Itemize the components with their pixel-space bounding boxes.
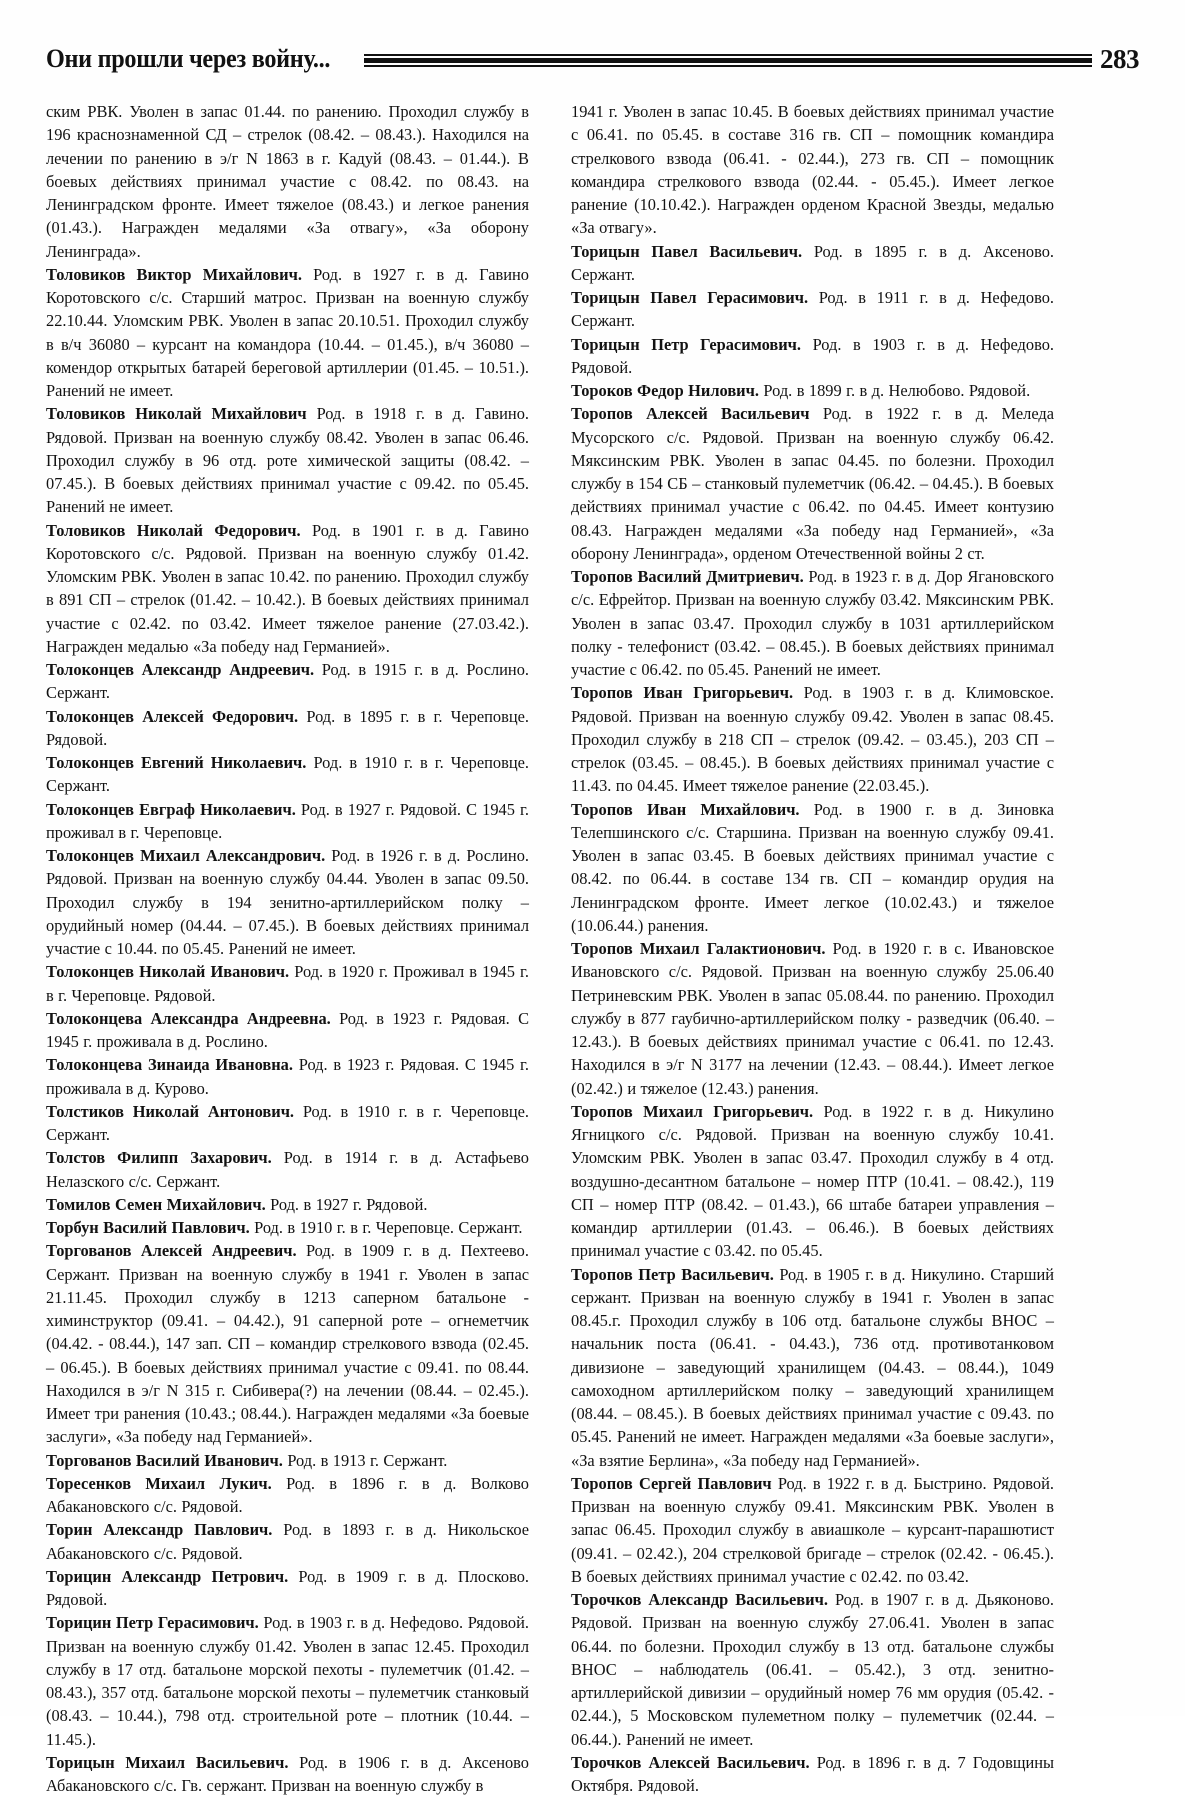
entry-person-name: Толоконцев Алексей Федорович.	[46, 706, 299, 726]
entry-paragraph	[571, 937, 1054, 1100]
entry-paragraph	[571, 1472, 1054, 1588]
entry-body-text: Род. в 1914 г. в д. Астафьево Нелазского с/с. Сержант.	[46, 1148, 529, 1191]
entry-person-name: Толстов Филипп Захарович.	[46, 1148, 272, 1168]
entry-body-text: Род. в 1899 г. в д. Нелюбово. Рядовой.	[758, 381, 1031, 400]
entry-person-name: Торочков Алексей Васильевич.	[571, 1752, 810, 1772]
entry-body-text: Род. в 1913 г. Сержант.	[282, 1450, 448, 1470]
entry-person-name: Толоконцев Евграф Николаевич.	[46, 799, 296, 819]
entry-person-name: Торицын Петр Герасимович.	[571, 334, 802, 354]
entry-body-text: Род. в 1895 г. в д. Аксеново. Сержант.	[571, 241, 1054, 284]
entry-person-name: Торопов Алексей Васильевич	[571, 404, 810, 424]
entry-person-name: Торопов Михаил Галактионович.	[571, 939, 826, 958]
entry-body-text: ским РВК. Уволен в запас 01.44. по ранению. Проходил службу в 196 краснознаменной СД – стрелок (08.42. – 08.43.). Находился на лечении по ранению в э/г N 1863 в г. Кадуй (08.43. – 01.44.). В боевых действиях принимал участие с 08.42. по 08.43. на Ленинградском фронте. Имеет тяжелое (08.43.) и легкое ранения (01.43.). Награжден медалями «За отвагу», «За оборону Ленинграда».	[46, 102, 529, 261]
entry-paragraph-continued	[571, 100, 1054, 240]
entry-person-name: Торин Александр Павлович.	[46, 1520, 273, 1540]
entry-body-text: Род. в 1923 г. Рядовая. С 1945 г. проживала в д. Рослино.	[46, 1008, 529, 1051]
entry-person-name: Толоконцева Зинаида Ивановна.	[46, 1055, 293, 1075]
running-header	[46, 38, 1139, 80]
entry-body-text: Род. в 1910 г. в г. Череповце. Сержант.	[46, 753, 529, 796]
page-number: 283	[1100, 43, 1139, 74]
entry-body-text: Род. в 1927 г. Рядовой.	[265, 1194, 428, 1214]
entry-body-text: Род. в 1918 г. в д. Гавино. Рядовой. Призван на военную службу 08.42. Уволен в запас 06.46. Проходил службу в 96 отд. роте химической защиты (08.42. – 07.45.). В боевых действиях принимал участие с 09.42. по 05.45. Ранений не имеет.	[46, 404, 529, 517]
entry-person-name: Торопов Василий Дмитриевич.	[571, 567, 804, 586]
entry-person-name: Толоконцев Михаил Александрович.	[46, 846, 326, 865]
entry-body-text: Род. в 1920 г. в с. Ивановское Ивановского с/с. Рядовой. Призван на военную службу 25.06.40 Петриневским РВК. Уволен в запас 05.08.44. по ранению. Проходил службу в 877 гаубично-артиллерийском полку - разведчик (06.40. – 12.43.). В боевых действиях принимал участие с 06.41. по 12.43. Находился в э/г N 3177 на лечении (12.43. – 08.44.). Имеет легкое (02.42.) и тяжелое (12.43.) ранения.	[571, 939, 1054, 1098]
entry-body-text: Род. в 1893 г. в д. Никольское Абакановского с/с. Рядовой.	[46, 1520, 529, 1563]
entry-person-name: Томилов Семен Михайлович.	[46, 1194, 266, 1214]
entry-paragraph	[571, 681, 1054, 797]
entry-paragraph	[571, 240, 1054, 287]
entry-person-name: Торопов Иван Михайлович.	[571, 799, 800, 819]
entry-paragraph	[46, 751, 529, 798]
entry-paragraph	[46, 1472, 529, 1519]
entry-person-name: Торочков Александр Васильевич.	[571, 1590, 828, 1609]
header-double-rule	[364, 54, 1092, 67]
entry-person-name: Торопов Михаил Григорьевич.	[571, 1101, 814, 1121]
entry-paragraph	[46, 1100, 529, 1147]
entry-person-name: Торгованов Василий Иванович.	[46, 1450, 283, 1470]
entry-body-text: Род. в 1911 г. в д. Нефедово. Сержант.	[571, 288, 1054, 331]
entry-paragraph	[571, 286, 1054, 333]
entry-person-name: Толоконцев Евгений Николаевич.	[46, 753, 307, 772]
entry-paragraph	[571, 402, 1054, 565]
entry-body-text: Род. в 1922 г. в д. Быстрино. Рядовой. Призван на военную службу 09.41. Мяксинским РВК. Уволен в запас 06.45. Проходил службу в авиашколе – курсант-парашютист (09.41. – 02.42.), 204 стрелковой бригаде – стрелок (02.42. - 06.45.). В боевых действиях принимал участие с 02.42. по 03.42.	[571, 1473, 1054, 1586]
entry-paragraph	[571, 1588, 1054, 1751]
entry-person-name: Торопов Петр Васильевич.	[571, 1264, 774, 1284]
entry-person-name: Толовиков Николай Михайлович	[46, 404, 307, 424]
entry-person-name: Толовиков Николай Федорович.	[46, 520, 301, 540]
entry-body-text: Род. в 1903 г. в д. Нефедово. Рядовой.	[571, 334, 1054, 377]
entry-body-text: Род. в 1901 г. в д. Гавино Коротовского с/с. Рядовой. Призван на военную службу 01.42. Уломским РВК. Уволен в запас 10.42. по ранению. Проходил службу в 891 СП – стрелок (01.42. – 10.42.). В боевых действиях принимал участие с 02.42. по 03.42. Имеет тяжелое ранение (27.03.42.). Награжден медалью «За победу над Германией».	[46, 520, 529, 656]
entry-paragraph	[571, 379, 1054, 402]
left-column	[46, 100, 530, 1795]
entry-paragraph	[571, 333, 1054, 380]
entry-paragraph	[571, 1100, 1054, 1263]
entry-person-name: Толоконцев Александр Андреевич.	[46, 660, 315, 679]
entry-paragraph	[46, 960, 529, 1007]
entry-person-name: Толоконцева Александра Андреевна.	[46, 1008, 331, 1028]
entry-body-text: Род. в 1909 г. в д. Пехтеево. Сержант. Призван на военную службу в 1941 г. Уволен в запас 21.11.45. Проходил службу в 1213 саперном батальоне - химинструктор (09.41. – 04.42.), 91 саперной роте – огнеметчик (04.42. - 08.44.), 147 зап. СП – командир стрелкового взвода (02.45. – 06.45.). В боевых действиях принимал участие с 09.41. по 08.44. Находился в э/г N 315 г. Сибивера(?) на лечении (08.44. – 02.45.). Имеет три ранения (10.43.; 08.44.). Награжден медалями «За боевые заслуги», «За победу над Германией».	[46, 1241, 529, 1447]
entry-body-text: Род. в 1926 г. в д. Рослино. Рядовой. Призван на военную службу 04.44. Уволен в запас 09.50. Проходил службу в 194 зенитно-артиллерийском полку – орудийный номер (04.44. – 07.45.). В боевых действиях принимал участие с 10.44. по 05.45. Ранений не имеет.	[46, 846, 530, 958]
entry-person-name: Толовиков Виктор Михайлович.	[46, 264, 302, 284]
entry-paragraph	[571, 565, 1054, 681]
entry-body-text: Род. в 1896 г. в д. Волково Абакановского с/с. Рядовой.	[46, 1473, 529, 1516]
entry-paragraph	[46, 402, 529, 518]
entry-paragraph	[46, 798, 529, 845]
entry-person-name: Торицин Петр Герасимович.	[46, 1613, 259, 1633]
entry-person-name: Торицын Павел Васильевич.	[571, 241, 803, 261]
entry-body-text: Род. в 1920 г. Проживал в 1945 г. в г. Череповце. Рядовой.	[46, 962, 529, 1005]
entry-paragraph	[46, 1239, 529, 1448]
entry-person-name: Торесенков Михаил Лукич.	[46, 1473, 272, 1493]
entry-paragraph	[46, 1751, 529, 1797]
entry-person-name: Толстиков Николай Антонович.	[46, 1101, 295, 1121]
right-column	[571, 100, 1054, 1795]
entry-paragraph	[571, 798, 1054, 938]
entry-paragraph	[46, 844, 529, 960]
entry-paragraph	[46, 1518, 529, 1565]
entry-paragraph	[46, 658, 529, 705]
entry-body-text: Род. в 1922 г. в д. Никулино Ягницкого с/с. Рядовой. Призван на военную службу 10.41. Уломским РВК. Уволен в запас 03.47. Проходил службу в 4 отд. воздушно-десантном батальоне – номер ПТР (10.41. – 08.42.), 119 СП – номер ПТР (08.42. – 01.43.), 66 штабе батареи управления – командир артиллерии (01.43. – 06.46.). В боевых действиях принимал участие с 03.42. по 05.45.	[571, 1101, 1054, 1261]
header-title: Они прошли через войну...	[46, 44, 331, 73]
entry-body-text: Род. в 1915 г. в д. Рослино. Сержант.	[46, 660, 529, 703]
entry-person-name: Торгованов Алексей Андреевич.	[46, 1241, 297, 1261]
entry-person-name: Торопов Сергей Павлович	[571, 1473, 772, 1493]
two-column-body	[46, 100, 1142, 1795]
entry-paragraph	[46, 1053, 529, 1100]
entry-body-text: Род. в 1906 г. в д. Аксеново Абакановского с/с. Гв. сержант. Призван на военную службу в	[46, 1752, 529, 1795]
entry-body-text: Род. в 1900 г. в д. Зиновка Телепшинского с/с. Старшина. Призван на военную службу 09.41. Уволен в запас 03.45. В боевых действиях принимал участие с 08.42. по 06.44. в составе 134 гв. СП – командир орудия на Ленинградском фронте. Имеет легкое (10.02.43.) и тяжелое (10.06.44.) ранения.	[571, 799, 1054, 935]
entry-paragraph	[571, 1751, 1054, 1797]
entry-person-name: Торицин Александр Петрович.	[46, 1566, 289, 1586]
entry-paragraph	[46, 1611, 529, 1751]
entry-body-text: Род. в 1923 г. Рядовая. С 1945 г. проживала в д. Курово.	[46, 1055, 529, 1098]
entry-paragraph-continued	[46, 100, 529, 263]
entry-body-text: Род. в 1903 г. в д. Климовское. Рядовой. Призван на военную службу 09.42. Уволен в запас 08.45. Проходил службу в 218 СП – стрелок (09.42. – 03.45.), 203 СП – стрелок (03.45. – 08.45.). В боевых действиях принимал участие с 11.43. по 04.45. Имеет тяжелое ранение (22.03.45.).	[571, 683, 1054, 796]
entry-paragraph	[46, 1193, 529, 1216]
entry-paragraph	[46, 705, 529, 752]
entry-person-name: Тороков Федор Нилович.	[571, 381, 759, 400]
entry-body-text: Род. в 1927 г. Рядовой. С 1945 г. проживал в г. Череповце.	[46, 799, 529, 842]
entry-paragraph	[46, 1007, 529, 1054]
entry-body-text: Род. в 1896 г. в д. 7 Годовщины Октября. Рядовой.	[571, 1752, 1054, 1795]
entry-body-text: Род. в 1923 г. в д. Дор Ягановского с/с. Ефрейтор. Призван на военную службу 03.42. Мяксинским РВК. Уволен в запас 03.47. Проходил службу в 1031 артиллерийском полку - телефонист (03.42. – 08.45.). В боевых действиях принимал участие с 06.42. по 05.45. Ранений не имеет.	[571, 567, 1054, 679]
entry-person-name: Торицын Михаил Васильевич.	[46, 1752, 289, 1772]
entry-person-name: Торопов Иван Григорьевич.	[571, 683, 794, 703]
entry-body-text: Род. в 1910 г. в г. Череповце. Сержант.	[46, 1101, 530, 1144]
entry-paragraph	[46, 1216, 529, 1239]
entry-body-text: Род. в 1910 г. в г. Череповце. Сержант.	[249, 1218, 523, 1237]
entry-paragraph	[46, 1449, 529, 1472]
entry-paragraph	[46, 263, 529, 403]
entry-person-name: Толоконцев Николай Иванович.	[46, 962, 290, 982]
entry-body-text: Род. в 1903 г. в д. Нефедово. Рядовой. Призван на военную службу 01.42. Уволен в запас 12.45. Проходил службу в 17 отд. батальоне морской пехоты - пулеметчик (01.42. – 08.43.), 357 отд. батальоне морской пехоты – пулеметчик станковый (08.43. – 10.44.), 798 отд. строительной роте – плотник (10.44. – 11.45.).	[46, 1613, 529, 1749]
entry-paragraph	[46, 1565, 529, 1612]
entry-person-name: Торицын Павел Герасимович.	[571, 288, 809, 307]
entry-paragraph	[46, 519, 529, 659]
entry-body-text: Род. в 1922 г. в д. Меледа Мусорского с/с. Рядовой. Призван на военную службу 06.42. Мяксинским РВК. Уволен в запас 04.45. по болезни. Проходил службу в 154 СБ – станковый пулеметчик (06.42. – 04.45.). В боевых действиях принимал участие с 06.42. по 04.45. Имеет контузию 08.43. Награжден медалями «За победу над Германией», «За оборону Ленинграда», орденом Отечественной войны 2 ст.	[571, 404, 1054, 563]
entry-paragraph	[571, 1263, 1054, 1472]
entry-body-text: Род. в 1905 г. в д. Никулино. Старший сержант. Призван на военную службу в 1941 г. Уволен в запас 08.45.г. Проходил службу в 106 отд. батальоне службы ВНОС – начальник поста (06.41. - 04.43.), 736 отд. противотанковом дивизионе – заведующий хранилищем (04.43. – 08.44.), 1049 самоходном артиллерийском полку – заведующий хранилищем (08.44. – 08.45.). В боевых действиях принимал участие с 09.43. по 05.45. Ранений не имеет. Награжден медалями «За боевые заслуги», «За взятие Берлина», «За победу над Германией».	[571, 1264, 1054, 1470]
entry-paragraph	[46, 1146, 529, 1193]
entry-body-text: 1941 г. Уволен в запас 10.45. В боевых действиях принимал участие с 06.41. по 05.45. в составе 316 гв. СП – помощник командира стрелкового взвода (06.41. - 02.44.), 273 гв. СП – помощник командира стрелкового взвода (02.44. - 05.45.). Имеет легкое ранение (10.10.42.). Награжден орденом Красной Звезды, медалью «За отвагу».	[571, 102, 1054, 238]
entry-body-text: Род. в 1909 г. в д. Плосково. Рядовой.	[46, 1566, 529, 1609]
entry-person-name: Торбун Василий Павлович.	[46, 1218, 250, 1237]
entry-body-text: Род. в 1907 г. в д. Дьяконово. Рядовой. Призван на военную службу 27.06.41. Уволен в запас 06.44. по болезни. Проходил службу в 13 отд. батальоне службы ВНОС – наблюдатель (06.41. – 05.42.), 3 отд. зенитно-артиллерийской дивизии – орудийный номер 76 мм орудия (05.42. - 02.44.), 5 Московском пулеметном полку – пулеметчик (02.44. – 06.44.). Ранений не имеет.	[571, 1590, 1054, 1749]
entry-body-text: Род. в 1895 г. в г. Череповце. Рядовой.	[46, 706, 529, 749]
entry-body-text: Род. в 1927 г. в д. Гавино Коротовского с/с. Старший матрос. Призван на военную службу 22.10.44. Уломским РВК. Уволен в запас 20.10.51. Проходил службу в в/ч 36080 – курсант на командора (10.44. – 01.45.), в/ч 36080 – комендор открытых батарей береговой артиллерии (01.45. – 10.51.). Ранений не имеет.	[46, 264, 529, 400]
